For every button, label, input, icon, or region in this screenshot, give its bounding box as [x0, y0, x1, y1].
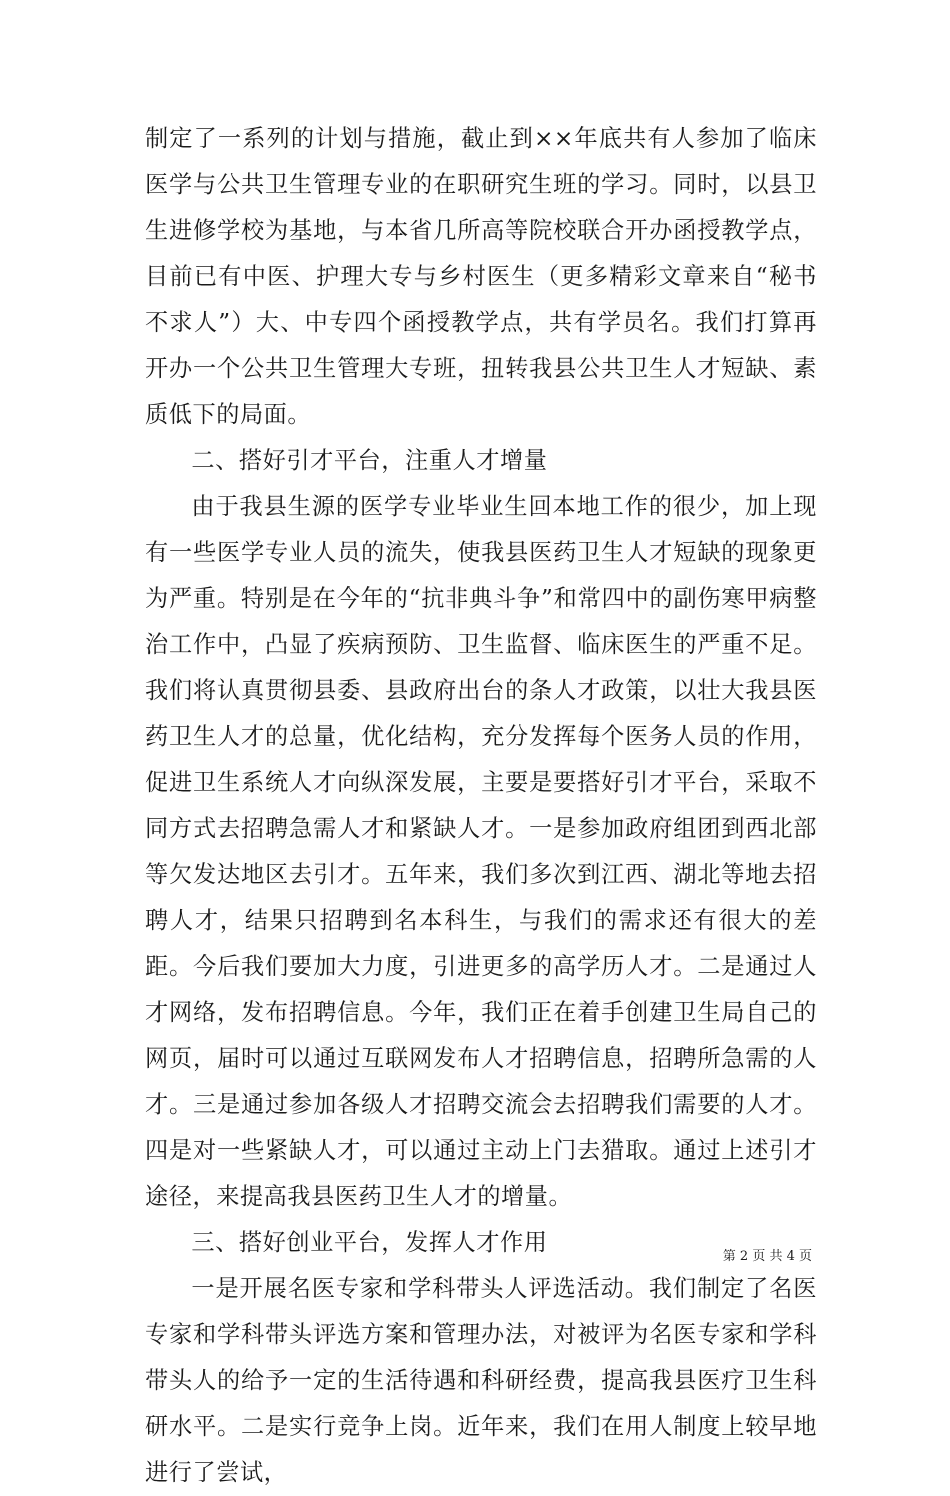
paragraph-continuation: 制定了一系列的计划与措施，截止到××年底共有人参加了临床医学与公共卫生管理专业的在职研究生班的学习。同时，以县卫生进修学校为基地，与本省几所高等院校联合开办函授教学点，目前已有中医、护理大专与乡村医生（更多精彩文章来自“秘书不求人”）大、中专四个函授教学点，共有学员名。我们打算再开办一个公共卫生管理大专班，扭转我县公共卫生人才短缺、素质低下的局面。 [145, 125, 817, 428]
section-heading-2: 二、搭好引才平台，注重人才增量 [191, 447, 548, 474]
paragraph-entrepreneurship: 一是开展名医专家和学科带头人评选活动。我们制定了名医专家和学科带头评选方案和管理办法，对被评为名医专家和学科带头人的给予一定的生活待遇和科研经费，提高我县医疗卫生科研水平。二是实行竞争上岗。近年来，我们在用人制度上较早地进行了尝试， [145, 1275, 817, 1486]
paragraph-talent-recruitment: 由于我县生源的医学专业毕业生回本地工作的很少，加上现有一些医学专业人员的流失，使我县医药卫生人才短缺的现象更为严重。特别是在今年的“抗非典斗争”和常四中的副伤寒甲病整治工作中，凸显了疾病预防、卫生监督、临床医生的严重不足。我们将认真贯彻县委、县政府出台的条人才政策，以壮大我县医药卫生人才的总量，优化结构，充分发挥每个医务人员的作用，促进卫生系统人才向纵深发展，主要是要搭好引才平台，采取不同方式去招聘急需人才和紧缺人才。一是参加政府组团到西北部等欠发达地区去引才。五年来，我们多次到江西、湖北等地去招聘人才，结果只招聘到名本科生，与我们的需求还有很大的差距。今后我们要加大力度，引进更多的高学历人才。二是通过人才网络，发布招聘信息。今年，我们正在着手创建卫生局自己的网页，届时可以通过互联网发布人才招聘信息，招聘所急需的人才。三是通过参加各级人才招聘交流会去招聘我们需要的人才。四是对一些紧缺人才，可以通过主动上门去猎取。通过上述引才途径，来提高我县医药卫生人才的增量。 [145, 493, 817, 1210]
document-body [145, 116, 817, 1496]
page-number-footer: 第 2 页 共 4 页 [722, 1249, 812, 1264]
section-heading-3: 三、搭好创业平台，发挥人才作用 [191, 1229, 548, 1256]
